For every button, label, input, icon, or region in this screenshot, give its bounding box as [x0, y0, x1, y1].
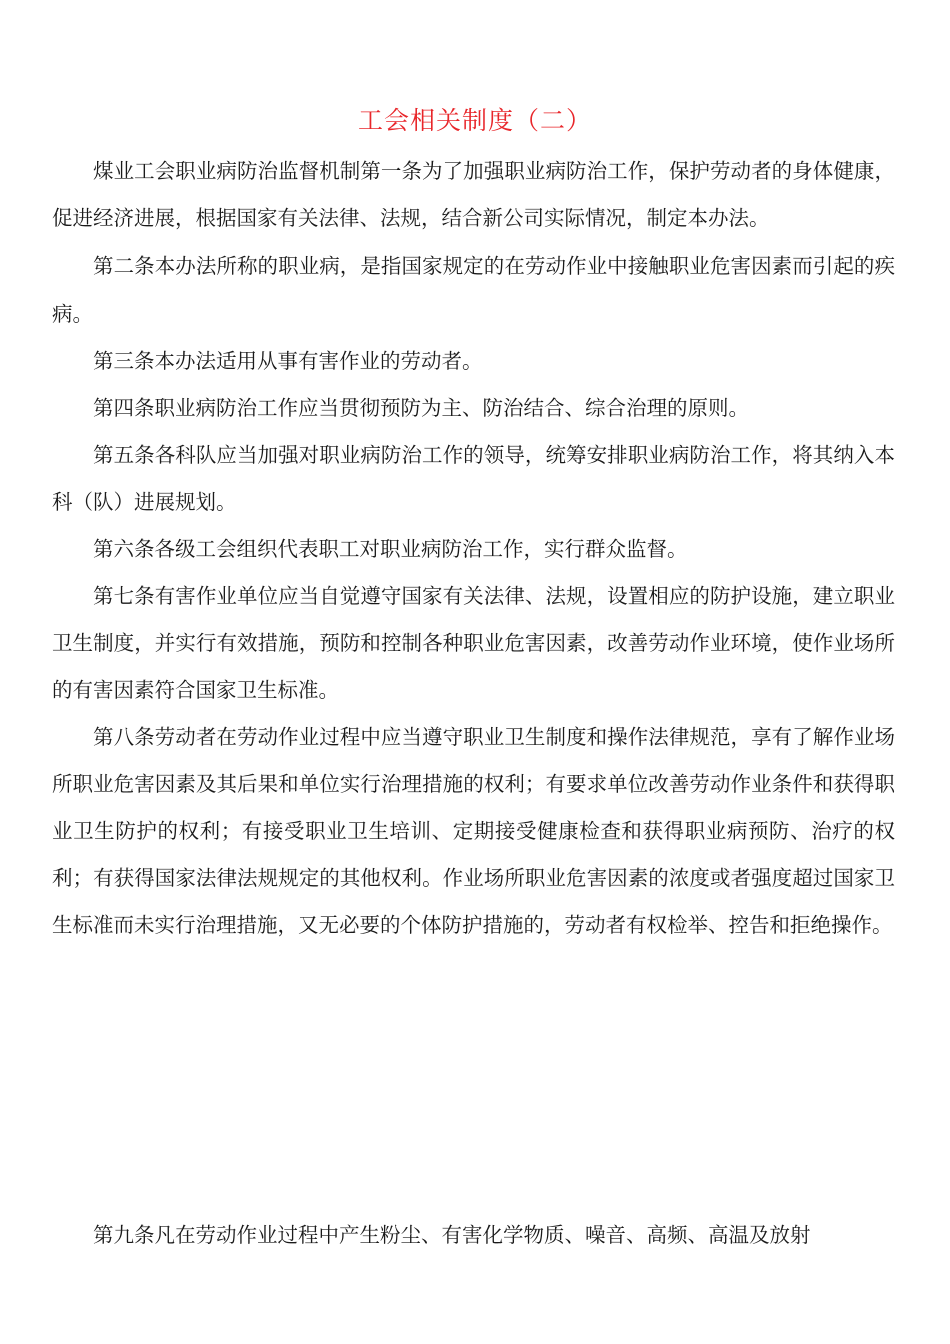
paragraph-article-2: 第二条本办法所称的职业病，是指国家规定的在劳动作业中接触职业危害因素而引起的疾病。: [52, 254, 895, 326]
paragraph-article-1: 煤业工会职业病防治监督机制第一条为了加强职业病防治工作，保护劳动者的身体健康，促进经济进展，根据国家有关法律、法规，结合新公司实际情况，制定本办法。: [52, 159, 895, 230]
paragraph-article-4: 第四条职业病防治工作应当贯彻预防为主、防治结合、综合治理的原则。: [93, 396, 749, 420]
document-body: [52, 148, 895, 949]
paragraph-article-3: 第三条本办法适用从事有害作业的劳动者。: [93, 349, 483, 373]
paragraph-article-8: 第八条劳动者在劳动作业过程中应当遵守职业卫生制度和操作法律规范，享有了解作业场所职业危害因素及其后果和单位实行治理措施的权利；有要求单位改善劳动作业条件和获得职业卫生防护的权利；有接受职业卫生培训、定期接受健康检查和获得职业病预防、治疗的权利；有获得国家法律法规规定的其他权利。作业场所职业危害因素的浓度或者强度超过国家卫生标准而未实行治理措施，又无必要的个体防护措施的，劳动者有权检举、控告和拒绝操作。: [52, 725, 895, 937]
paragraph-article-5: 第五条各科队应当加强对职业病防治工作的领导，统筹安排职业病防治工作，将其纳入本科（队）进展规划。: [52, 443, 895, 514]
paragraph-article-6: 第六条各级工会组织代表职工对职业病防治工作，实行群众监督。: [93, 537, 688, 561]
paragraph-article-9: 第九条凡在劳动作业过程中产生粉尘、有害化学物质、噪音、高频、高温及放射: [93, 1223, 811, 1247]
document-title: 工会相关制度（二）: [357, 106, 592, 135]
paragraph-article-7: 第七条有害作业单位应当自觉遵守国家有关法律、法规，设置相应的防护设施，建立职业卫生制度，并实行有效措施，预防和控制各种职业危害因素，改善劳动作业环境，使作业场所的有害因素符合国家卫生标准。: [52, 584, 895, 702]
